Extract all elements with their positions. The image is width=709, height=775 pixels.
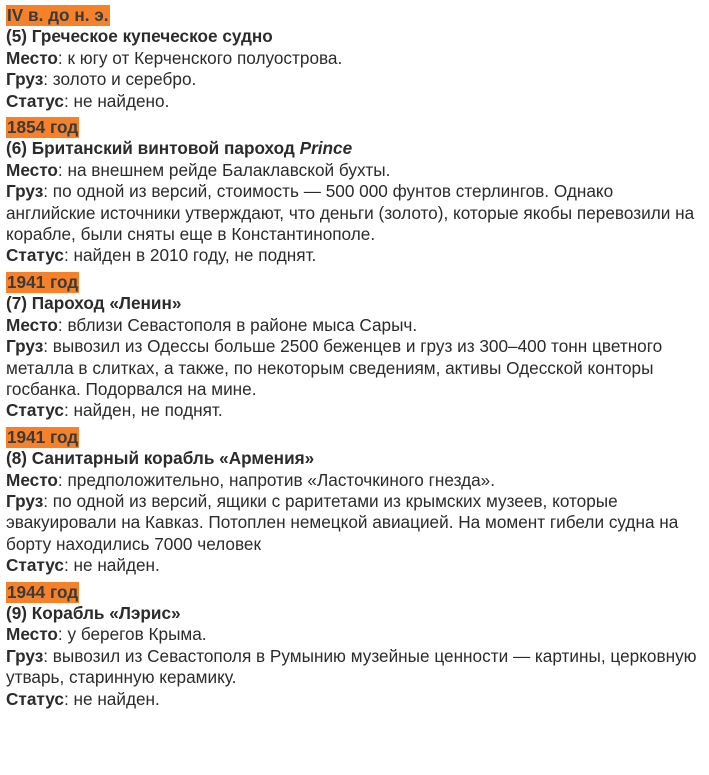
ship-title-text: (7) Пароход «Ленин» xyxy=(6,293,182,314)
ship-title xyxy=(6,603,706,624)
status-label: Статус xyxy=(6,90,64,111)
status-label: Статус xyxy=(6,245,64,266)
status-line xyxy=(6,555,706,576)
place-text: : у берегов Крыма. xyxy=(57,624,207,645)
ship-title-text: (6) Британский винтовой пароход xyxy=(6,138,300,159)
status-label: Статус xyxy=(6,688,64,709)
ship-title xyxy=(6,448,706,469)
ship-title xyxy=(6,138,706,159)
cargo-label: Груз xyxy=(6,490,44,511)
status-line xyxy=(6,245,706,266)
place-label: Место xyxy=(6,314,58,335)
status-text: : найден в 2010 году, не поднят. xyxy=(63,245,317,266)
cargo-label: Груз xyxy=(6,69,44,90)
place-line xyxy=(6,48,706,69)
shipwreck-entry xyxy=(6,5,706,112)
ship-title xyxy=(6,26,706,47)
shipwreck-entry xyxy=(6,272,706,422)
cargo-line xyxy=(6,336,706,400)
ship-title-text: (8) Санитарный корабль «Армения» xyxy=(6,448,315,469)
place-line xyxy=(6,624,706,645)
cargo-text: : по одной из версий, стоимость — 500 000 фунтов стерлингов. Однако английские источники утверждают, что деньги (золото), которые якобы перевозили на корабле, были сняты еще в Константинополе. xyxy=(6,181,695,245)
status-label: Статус xyxy=(6,555,64,576)
shipwreck-entry xyxy=(6,117,706,267)
cargo-line xyxy=(6,491,706,555)
ship-title-italic: Prince xyxy=(299,138,353,159)
place-label: Место xyxy=(6,469,58,490)
cargo-label: Груз xyxy=(6,181,44,202)
cargo-text: : по одной из версий, ящики с раритетами из крымских музеев, которые эвакуировали на Кавказ. Потоплен немецкой авиацией. На момент гибели судна на борту находились 7000 человек xyxy=(6,490,679,554)
place-text: : на внешнем рейде Балаклавской бухты. xyxy=(57,159,391,180)
ship-title-text: (5) Греческое купеческое судно xyxy=(6,26,273,47)
cargo-text: : вывозил из Одессы больше 2500 беженцев и груз из 300–400 тонн цветного металла в слитках, а также, по некоторым сведениям, активы Одесской конторы госбанка. Подорвался на мине. xyxy=(6,336,663,399)
cargo-label: Груз xyxy=(6,645,44,666)
place-label: Место xyxy=(6,624,58,645)
status-line xyxy=(6,689,706,710)
status-text: : найден, не поднят. xyxy=(63,400,223,421)
place-text: : вблизи Севастополя в районе мыса Сарыч. xyxy=(57,314,418,335)
place-label: Место xyxy=(6,47,58,68)
cargo-line xyxy=(6,646,706,689)
year-badge: 1941 год xyxy=(7,426,79,447)
status-text: : не найден. xyxy=(63,555,160,576)
shipwreck-entry xyxy=(6,582,706,710)
place-label: Место xyxy=(6,159,58,180)
status-line xyxy=(6,91,706,112)
cargo-line xyxy=(6,181,706,245)
year-badge: 1944 год xyxy=(7,581,79,602)
year-badge: IV в. до н. э. xyxy=(7,5,109,25)
cargo-label: Груз xyxy=(6,336,44,357)
ship-title xyxy=(6,293,706,314)
cargo-text: : золото и серебро. xyxy=(43,69,197,90)
shipwreck-entry xyxy=(6,427,706,577)
status-label: Статус xyxy=(6,400,64,421)
cargo-line xyxy=(6,69,706,90)
place-line xyxy=(6,315,706,336)
year-badge: 1854 год xyxy=(7,117,79,138)
ship-title-text: (9) Корабль «Лэрис» xyxy=(6,602,181,623)
year-badge: 1941 год xyxy=(7,271,79,292)
place-text: : к югу от Керченского полуострова. xyxy=(57,47,343,68)
place-line xyxy=(6,160,706,181)
place-text: : предположительно, напротив «Ласточкиного гнезда». xyxy=(57,469,496,490)
place-line xyxy=(6,470,706,491)
status-text: : не найден. xyxy=(63,688,160,709)
status-text: : не найдено. xyxy=(63,90,170,111)
cargo-text: : вывозил из Севастополя в Румынию музейные ценности — картины, церковную утварь, старинную керамику. xyxy=(6,645,697,688)
status-line xyxy=(6,400,706,421)
shipwreck-list xyxy=(6,5,706,715)
